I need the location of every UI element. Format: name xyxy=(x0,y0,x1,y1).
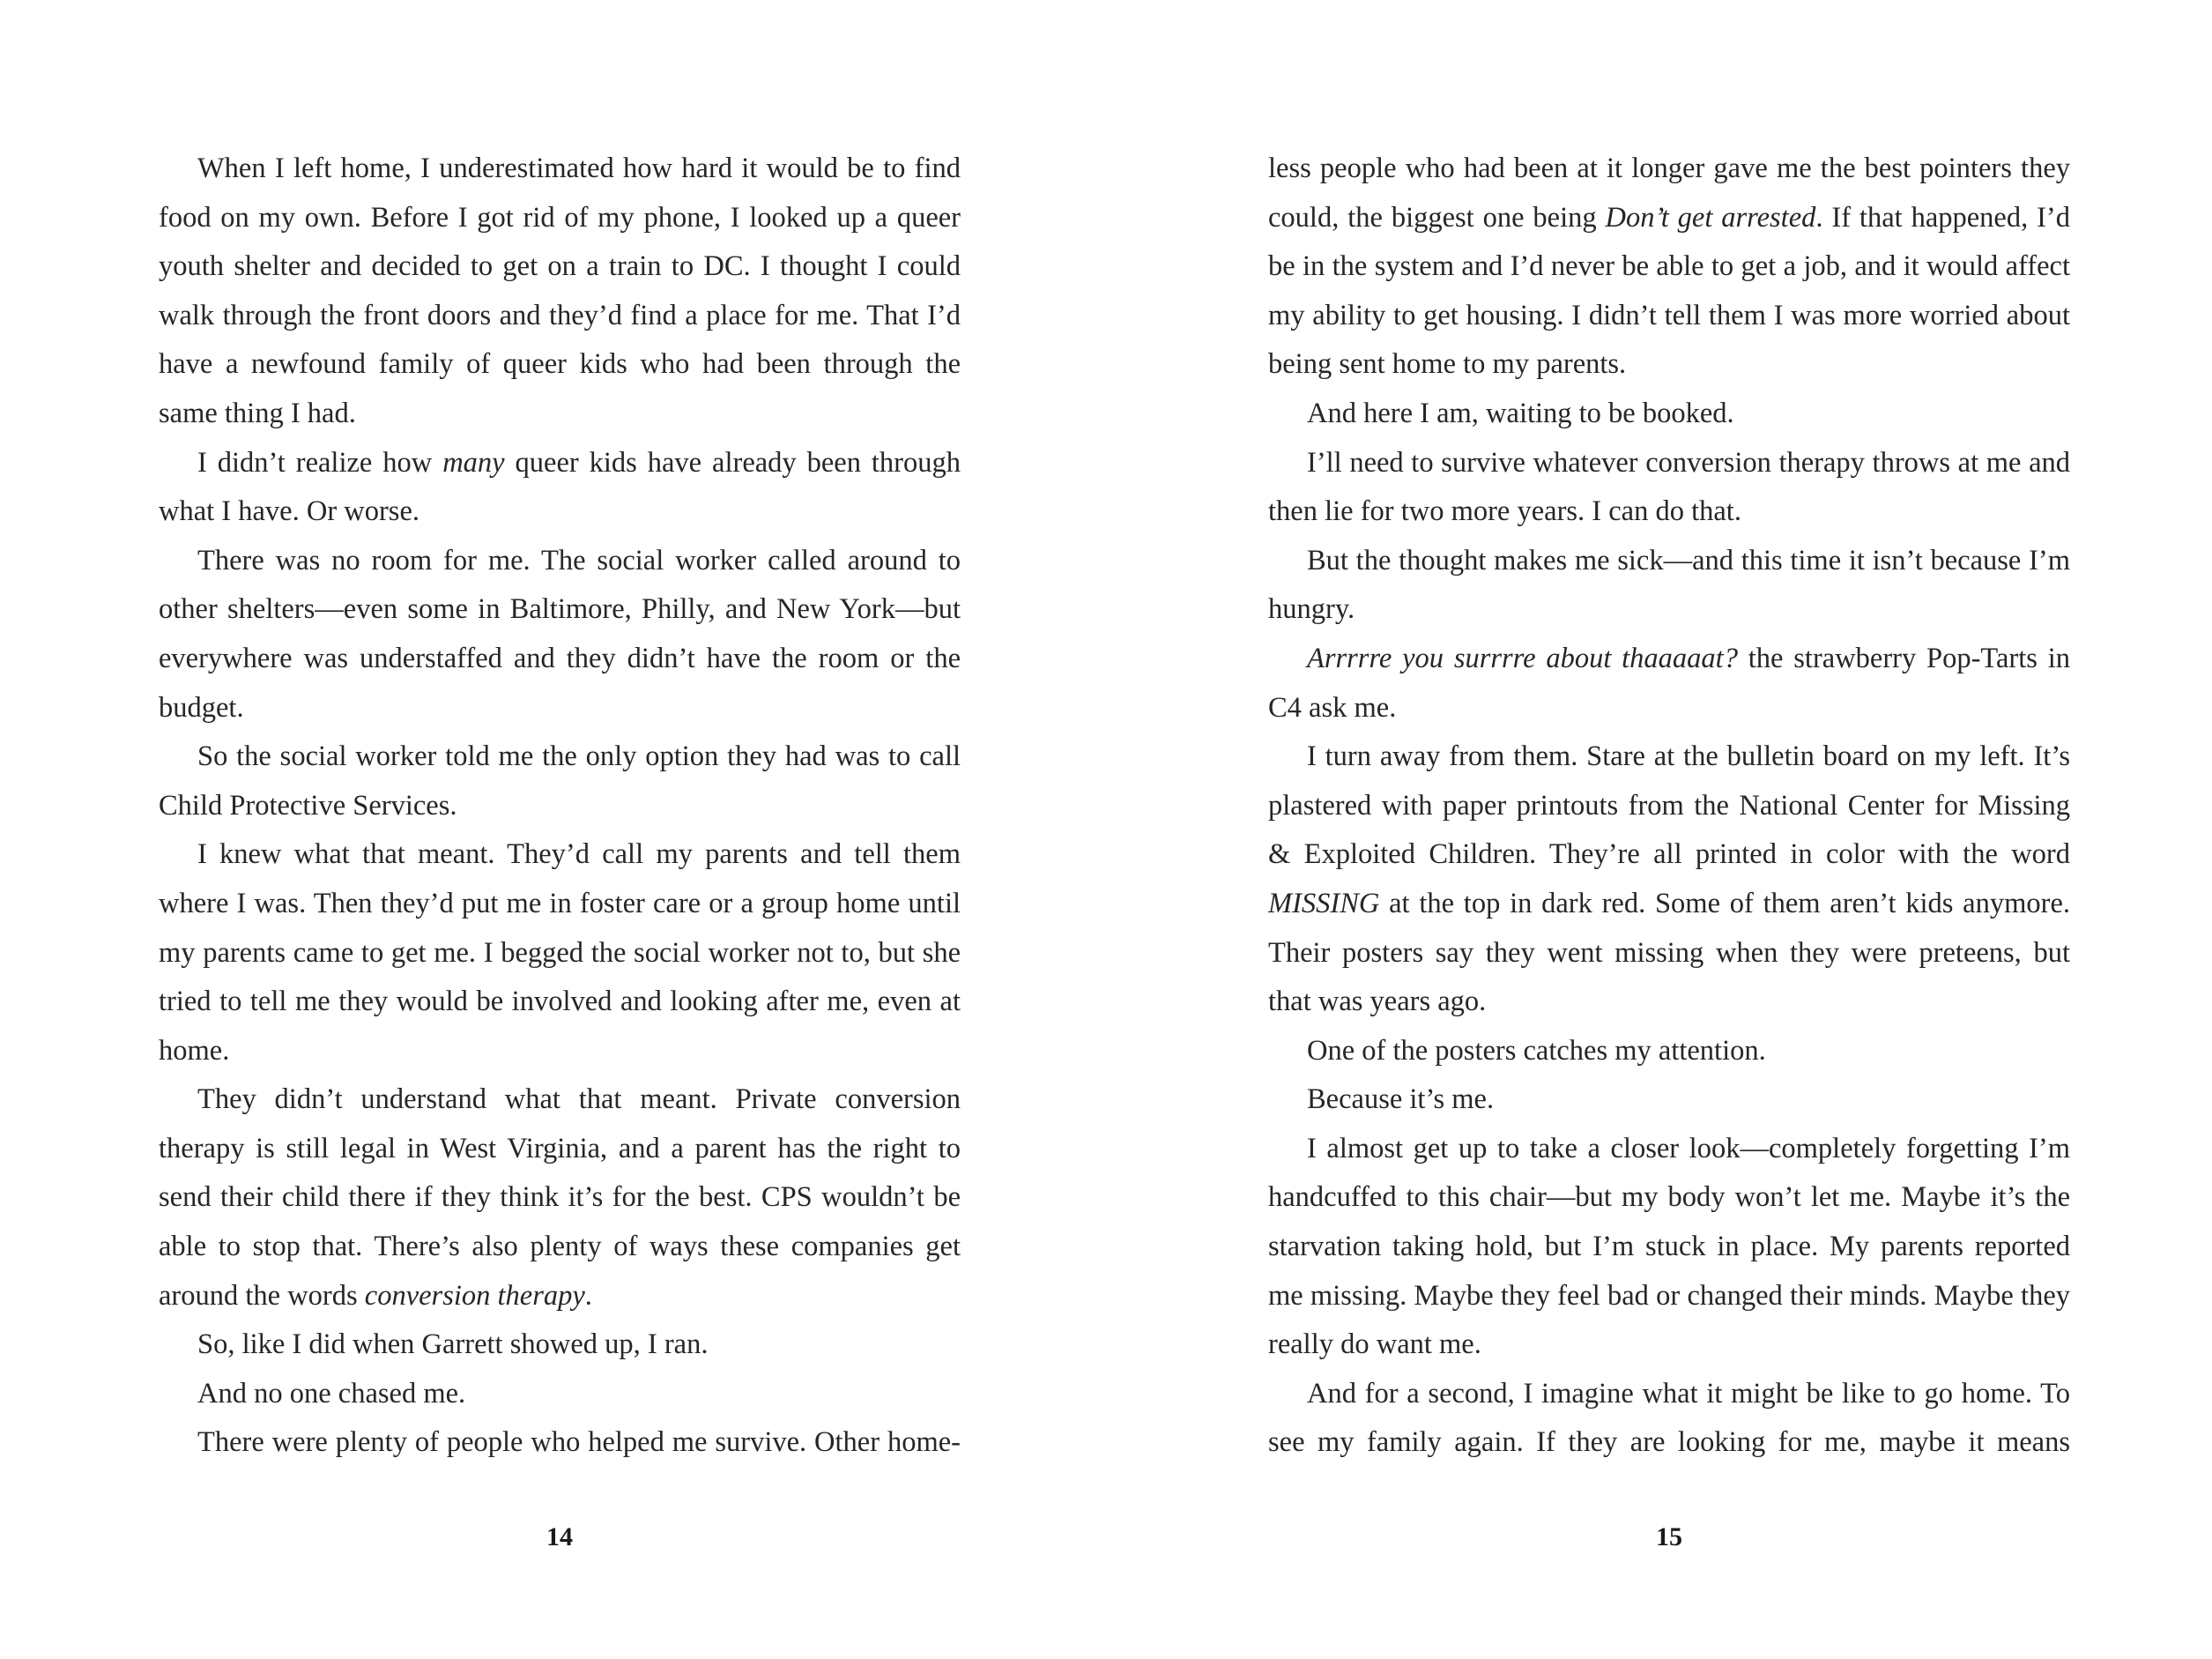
right-page-body xyxy=(1268,145,2070,1468)
text-run: I’ll need to survive whatever conversion therapy throws at me and then lie for two more years. I can do that. xyxy=(1268,446,2070,528)
paragraph xyxy=(1268,1125,2070,1370)
paragraph xyxy=(1268,145,2070,390)
paragraph xyxy=(1268,439,2070,537)
text-run: And no one chased me. xyxy=(197,1377,466,1410)
paragraph xyxy=(1268,1370,2070,1468)
text-run: And here I am, waiting to be booked. xyxy=(1307,397,1734,429)
text-run: the strawberry Pop-Tarts in C4 ask me. xyxy=(1268,642,2071,724)
text-run: When I left home, I underestimated how hard it would be to find food on my own. Before I got rid of my phone, I looked up a queer youth shelter and decided to get on a train to DC. I thought I could walk through the front doors and they’d find a place for me. That I’d have a newfound family of queer kids who had been through the same thing I had. xyxy=(159,153,961,429)
text-run: I almost get up to take a closer look—completely forgetting I’m handcuffed to this chair—but my body won’t let me. Maybe it’s the starvation taking hold, but I’m stuck in place. My parents reported me missing. Maybe they feel bad or changed their minds. Maybe they really do want me. xyxy=(1268,1132,2070,1361)
right-page-number: 15 xyxy=(1656,1522,1682,1551)
paragraph xyxy=(1268,390,2070,439)
paragraph xyxy=(159,1418,961,1468)
text-run: There were plenty of people who helped me survive. Other home- xyxy=(197,1426,961,1459)
text-run: I turn away from them. Stare at the bulletin board on my left. It’s plastered with paper printouts from the National Center for Missing & Exploited Children. They’re all printed in color with the word xyxy=(1268,740,2070,871)
paragraph xyxy=(159,733,961,830)
paragraph xyxy=(159,439,961,537)
italic-text: conversion therapy xyxy=(364,1279,585,1312)
text-run: They didn’t understand what that meant. Private conversion therapy is still legal in West Virginia, and a parent has the right to send their child there if they think it’s for the best. CPS wouldn’t be able to stop that. There’s also plenty of ways these companies get around the words xyxy=(159,1083,961,1312)
text-run: I didn’t realize how xyxy=(197,446,443,479)
paragraph xyxy=(1268,733,2070,1027)
paragraph xyxy=(1268,635,2070,733)
text-run: So, like I did when Garrett showed up, I ran. xyxy=(197,1328,709,1361)
text-run: And for a second, I imagine what it might be like to go home. To see my family again. If they are looking for me, maybe it means xyxy=(1268,1377,2070,1459)
text-run: . xyxy=(584,1279,592,1312)
text-run: There was no room for me. The social worker called around to other shelters—even some in Baltimore, Philly, and New York—but everywhere was understaffed and they didn’t have the room or the budget. xyxy=(159,544,961,724)
paragraph xyxy=(159,537,961,733)
paragraph xyxy=(159,1370,961,1419)
text-run: queer kids have already been through what I have. Or worse. xyxy=(159,446,961,528)
left-page-number: 14 xyxy=(546,1522,573,1551)
text-run: Because it’s me. xyxy=(1307,1083,1495,1116)
paragraph xyxy=(159,145,961,439)
text-run: at the top in dark red. Some of them aren’t kids anymore. Their posters say they went missing when they were preteens, but that was years ago. xyxy=(1268,887,2070,1018)
paragraph xyxy=(159,1321,961,1370)
paragraph xyxy=(1268,1075,2070,1125)
text-run: So the social worker told me the only option they had was to call Child Protective Services. xyxy=(159,740,961,822)
paragraph xyxy=(159,830,961,1075)
text-run: But the thought makes me sick—and this time it isn’t because I’m hungry. xyxy=(1268,544,2070,626)
text-run: I knew what that meant. They’d call my parents and tell them where I was. Then they’d put me in foster care or a group home until my parents came to get me. I begged the social worker not to, but she tried to tell me they would be involved and looking after me, even at home. xyxy=(159,838,961,1067)
italic-text: Arrrrre you surrrre about thaaaaat? xyxy=(1307,642,1738,674)
right-page xyxy=(1106,0,2212,1659)
italic-text: Don’t get arrested xyxy=(1605,201,1816,234)
text-run: One of the posters catches my attention. xyxy=(1307,1034,1766,1067)
paragraph xyxy=(159,1075,961,1321)
text-run: . If that happened, I’d be in the system and I’d never be able to get a job, and it would affect my ability to get housing. I didn’t tell them I was more worried about being sent home to my parents. xyxy=(1268,201,2071,381)
paragraph xyxy=(1268,537,2070,635)
paragraph xyxy=(1268,1027,2070,1076)
text-run: less people who had been at it longer gave me the best pointers they could, the biggest one being xyxy=(1268,153,2070,234)
italic-text: many xyxy=(442,446,505,479)
left-page-body xyxy=(159,145,961,1468)
italic-text: MISSING xyxy=(1268,887,1380,919)
